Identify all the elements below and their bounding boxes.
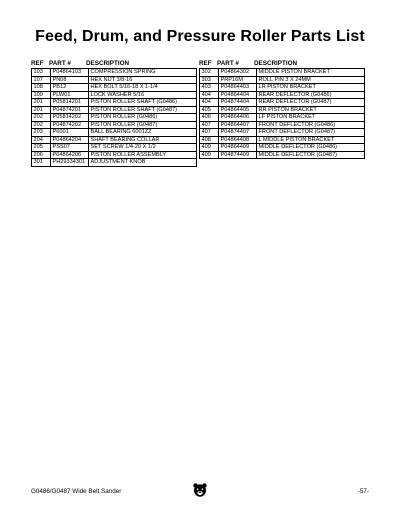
cell-part-number: PLW01: [51, 91, 89, 99]
cell-ref: 103: [32, 69, 51, 77]
cell-part-number: P04864103: [51, 69, 89, 77]
footer-model: G0486/G0487 Wide Belt Sander: [31, 488, 122, 495]
cell-description: RR PISTON BRACKET: [257, 106, 365, 114]
cell-part-number: P04864406: [219, 114, 257, 122]
cell-part-number: PH29334301: [51, 159, 89, 167]
cell-part-number: P04864302: [219, 69, 257, 77]
table-row: [200, 129, 365, 137]
table-row: [200, 151, 365, 159]
cell-description: LOCK WASHER 5/16: [89, 91, 197, 99]
cell-part-number: P04864409: [219, 144, 257, 152]
cell-description: REAR DEFLECTOR (G0486): [257, 91, 365, 99]
cell-part-number: P04874404: [219, 99, 257, 107]
table-row: [32, 159, 197, 167]
cell-description: PISTON ROLLER SHAFT (G0487): [89, 106, 197, 114]
cell-ref: 108: [32, 84, 51, 92]
table-row: [200, 91, 365, 99]
cell-description: LF PISTON BRACKET: [257, 114, 365, 122]
cell-part-number: PN08: [51, 76, 89, 84]
cell-part-number: P04864206: [51, 151, 89, 159]
cell-description: ADJUSTMENT KNOB: [89, 159, 197, 167]
cell-description: PISTON ROLLER ASSEMBLY: [89, 151, 197, 159]
cell-ref: 303: [200, 76, 219, 84]
cell-ref: 202: [32, 114, 51, 122]
header-ref: REF: [199, 60, 212, 67]
table-header: [199, 59, 365, 67]
table-header: [31, 59, 197, 67]
cell-ref: 302: [200, 69, 219, 77]
table-row: [200, 99, 365, 107]
cell-description: BALL BEARING 6001ZZ: [89, 129, 197, 137]
cell-ref: 405: [200, 106, 219, 114]
table-row: [32, 106, 197, 114]
header-desc: DESCRIPTION: [86, 60, 130, 67]
table-row: [200, 121, 365, 129]
cell-ref: 202: [32, 121, 51, 129]
table-row: [32, 121, 197, 129]
cell-part-number: PSS07: [51, 144, 89, 152]
cell-description: COMPRESSION SPRING: [89, 69, 197, 77]
table-row: [32, 91, 197, 99]
cell-ref: 406: [200, 114, 219, 122]
table-body: [32, 69, 197, 167]
page-title: Feed, Drum, and Pressure Roller Parts List: [35, 28, 365, 45]
cell-ref: 301: [32, 159, 51, 167]
cell-ref: 408: [200, 136, 219, 144]
cell-description: SHAFT BEARING COLLAR: [89, 136, 197, 144]
cell-part-number: P05814202: [51, 114, 89, 122]
table-row: [32, 129, 197, 137]
table-row: [32, 136, 197, 144]
cell-description: REAR DEFLECTOR (G0487): [257, 99, 365, 107]
table-row: [32, 76, 197, 84]
table-row: [32, 69, 197, 77]
cell-ref: 407: [200, 129, 219, 137]
cell-ref: 403: [200, 84, 219, 92]
table-row: [32, 99, 197, 107]
table-row: [200, 144, 365, 152]
cell-ref: 407: [200, 121, 219, 129]
cell-ref: 201: [32, 99, 51, 107]
cell-description: PISTON ROLLER (G0487): [89, 121, 197, 129]
cell-ref: 206: [32, 151, 51, 159]
cell-description: PISTON ROLLER (G0486): [89, 114, 197, 122]
cell-ref: 201: [32, 106, 51, 114]
cell-part-number: P05814201: [51, 99, 89, 107]
cell-description: LR PISTON BRACKET: [257, 84, 365, 92]
cell-part-number: P04864408: [219, 136, 257, 144]
table-row: [32, 114, 197, 122]
header-part: PART #: [49, 60, 71, 67]
cell-description: SET SCREW 1/4-20 X 1/2: [89, 144, 197, 152]
cell-part-number: P04864407: [219, 121, 257, 129]
header-ref: REF: [31, 60, 44, 67]
cell-description: MIDDLE DEFLECTOR (G0486): [257, 144, 365, 152]
cell-description: MIDDLE DEFLECTOR (G0487): [257, 151, 365, 159]
cell-description: MIDDLE PISTON BRACKET: [257, 69, 365, 77]
cell-part-number: P04864405: [219, 106, 257, 114]
grizzly-bear-logo-icon: [192, 482, 208, 498]
cell-description: FRONT DEFLECTOR (G0486): [257, 121, 365, 129]
cell-ref: 107: [32, 76, 51, 84]
table-body: [200, 69, 365, 159]
table-row: [200, 76, 365, 84]
cell-ref: 409: [200, 144, 219, 152]
cell-ref: 203: [32, 129, 51, 137]
table-row: [200, 106, 365, 114]
header-part: PART #: [217, 60, 239, 67]
cell-part-number: P04874409: [219, 151, 257, 159]
cell-description: ROLL PIN 3 X 24MM: [257, 76, 365, 84]
table-row: [200, 114, 365, 122]
cell-ref: 109: [32, 91, 51, 99]
cell-ref: 404: [200, 91, 219, 99]
cell-part-number: P04864404: [219, 91, 257, 99]
table-row: [32, 84, 197, 92]
cell-part-number: P04874201: [51, 106, 89, 114]
cell-part-number: P6001: [51, 129, 89, 137]
cell-ref: 204: [32, 136, 51, 144]
cell-description: PISTON ROLLER SHAFT (G0486): [89, 99, 197, 107]
cell-part-number: P04864204: [51, 136, 89, 144]
table-row: [200, 136, 365, 144]
cell-ref: 404: [200, 99, 219, 107]
cell-description: HEX BOLT 5/16-18 X 1-1/4: [89, 84, 197, 92]
cell-part-number: PB12: [51, 84, 89, 92]
parts-table-left: [31, 59, 197, 167]
cell-part-number: P04874407: [219, 129, 257, 137]
header-desc: DESCRIPTION: [254, 60, 298, 67]
cell-ref: 409: [200, 151, 219, 159]
parts-table-right: [199, 59, 365, 159]
table-row: [200, 69, 365, 77]
table-row: [32, 144, 197, 152]
cell-description: L MIDDLE PISTON BRACKET: [257, 136, 365, 144]
cell-ref: 205: [32, 144, 51, 152]
cell-part-number: P04864403: [219, 84, 257, 92]
cell-part-number: P04874202: [51, 121, 89, 129]
table-row: [200, 84, 365, 92]
table-row: [32, 151, 197, 159]
cell-description: HEX NUT 3/8-16: [89, 76, 197, 84]
cell-part-number: PRP16M: [219, 76, 257, 84]
cell-description: FRONT DEFLECTOR (G0487): [257, 129, 365, 137]
footer-page-number: -57-: [357, 488, 369, 495]
